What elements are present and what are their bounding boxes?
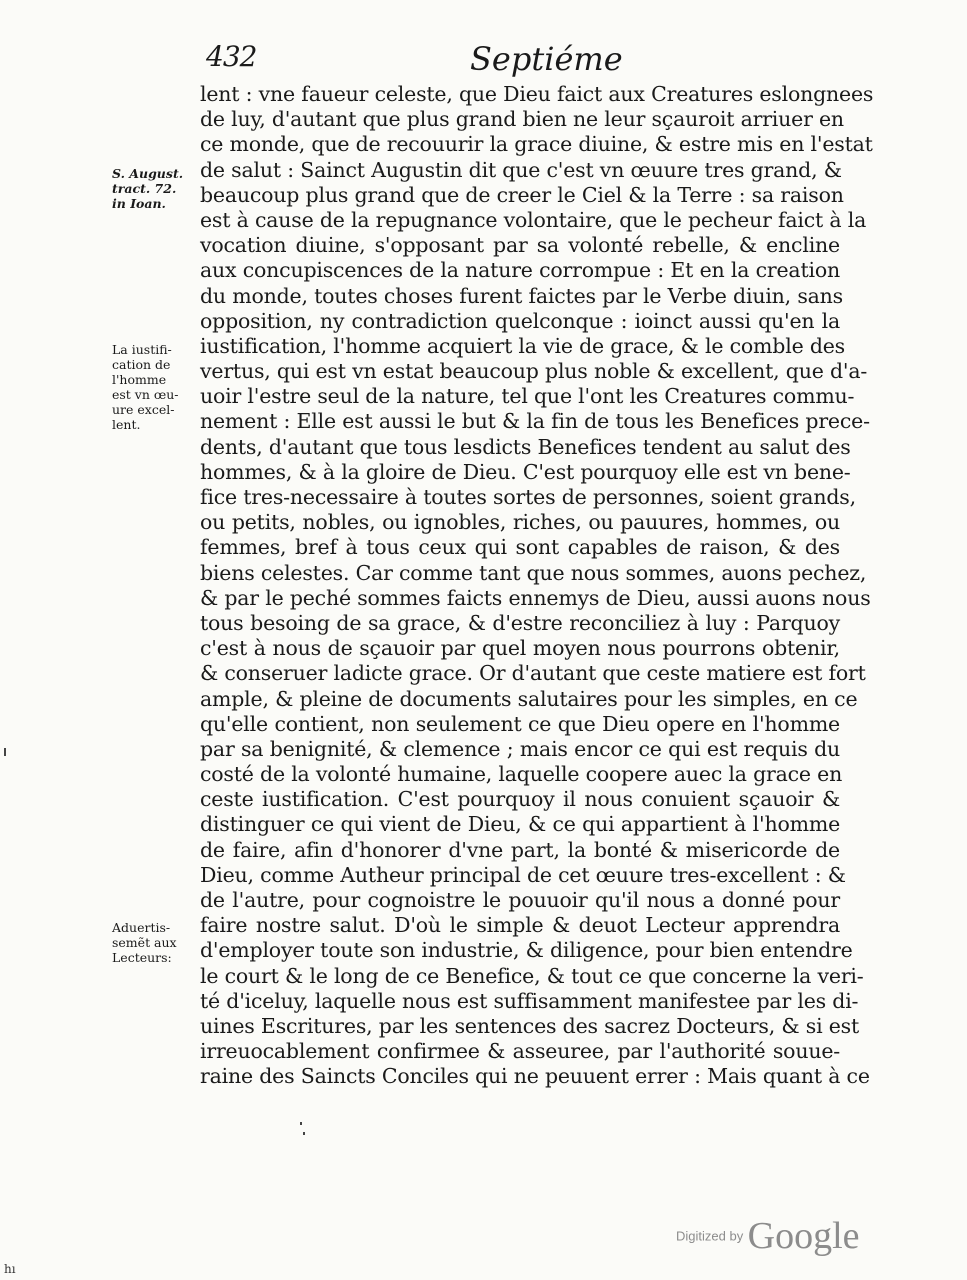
margin-ref-saint-augustine bbox=[112, 166, 202, 211]
margin-line: Lecteurs: bbox=[112, 950, 172, 965]
body-text bbox=[200, 82, 874, 1090]
body-line: & par le peché sommes faicts ennemys de Dieu, aussi auons nous bbox=[200, 585, 871, 610]
body-line: c'est à nous de sçauoir par quel moyen nous pourrons obtenir, bbox=[200, 636, 840, 661]
body-line: ce monde, que de recouurir la grace diuine, & estre mis en l'estat bbox=[200, 132, 873, 157]
body-line: costé de la volonté humaine, laquelle coopere auec la grace en bbox=[200, 762, 843, 787]
body-line: ample, & pleine de documents salutaires pour les simples, en ce bbox=[200, 686, 858, 711]
body-line: le court & le long de ce Benefice, & tout ce que concerne la veri- bbox=[200, 963, 864, 988]
margin-line: ure excel- bbox=[112, 402, 175, 417]
body-line: qu'elle contient, non seulement ce que Dieu opere en l'homme bbox=[200, 711, 840, 736]
corner-mark: hı bbox=[4, 1262, 16, 1276]
body-line: d'employer toute son industrie, & diligence, pour bien entendre bbox=[200, 938, 853, 963]
margin-line: l'homme bbox=[112, 372, 167, 387]
page-number: 432 bbox=[206, 40, 257, 73]
body-line: té d'iceluy, laquelle nous est suffisamment manifestee par les di- bbox=[200, 988, 859, 1013]
body-line: ou petits, nobles, ou ignobles, riches, ou pauures, hommes, ou bbox=[200, 510, 840, 535]
body-line: iustification, l'homme acquiert la vie de grace, & le comble des bbox=[200, 333, 846, 358]
body-line: fice tres-necessaire à toutes sortes de personnes, soient grands, bbox=[200, 485, 856, 509]
body-line: faire nostre salut. D'où le simple & deuot Lecteur apprendra bbox=[200, 913, 840, 938]
body-line: vocation diuine, s'opposant par sa volonté rebelle, & encline bbox=[200, 233, 840, 258]
body-line: vertus, qui est vn estat beaucoup plus noble & excellent, que d'a- bbox=[200, 359, 868, 384]
body-line: opposition, ny contradiction quelconque : ioinct aussi qu'en la bbox=[200, 308, 840, 333]
running-head: Septiéme bbox=[470, 40, 623, 78]
margin-line: semẽt aux bbox=[112, 935, 177, 950]
body-line: biens celestes. Car comme tant que nous sommes, auons pechez, bbox=[200, 560, 867, 585]
body-line: ceste iustification. C'est pourquoy il nous conuient sçauoir & bbox=[200, 787, 840, 812]
body-line: de luy, d'autant que plus grand bien ne leur sçauroit arriuer en bbox=[200, 107, 844, 132]
body-line: Dieu, comme Autheur principal de cet œuure tres-excellent : & bbox=[200, 862, 846, 887]
margin-line: est vn œu- bbox=[112, 387, 179, 402]
watermark-prefix: Digitized by bbox=[676, 1228, 744, 1244]
body-line: de salut : Sainct Augustin dit que c'est vn œuure tres grand, & bbox=[200, 157, 842, 182]
margin-line: cation de bbox=[112, 357, 171, 372]
body-line: uines Escritures, par les sentences des sacrez Docteurs, & si est bbox=[200, 1013, 860, 1038]
margin-line: S. August. bbox=[112, 166, 184, 181]
body-line: hommes, & à la gloire de Dieu. C'est pourquoy elle est vn bene- bbox=[200, 459, 851, 484]
body-line: uoir l'estre seul de la nature, tel que l'ont les Creatures commu- bbox=[200, 384, 855, 409]
margin-line: lent. bbox=[112, 417, 141, 432]
margin-line: tract. 72. bbox=[112, 181, 177, 196]
watermark-brand: Google bbox=[747, 1215, 860, 1257]
body-line: & conseruer ladicte grace. Or d'autant que ceste matiere est fort bbox=[200, 661, 866, 686]
margin-note-justification bbox=[112, 342, 202, 432]
scan-speck bbox=[300, 1122, 302, 1125]
body-line: distinguer ce qui vient de Dieu, & ce qui appartient à l'homme bbox=[200, 812, 840, 837]
margin-line: in Ioan. bbox=[112, 196, 166, 211]
digitized-watermark bbox=[676, 1214, 860, 1258]
body-line: est à cause de la repugnance volontaire, que le pecheur faict à la bbox=[200, 207, 867, 232]
body-line: nement : Elle est aussi le but & la fin de tous les Benefices prece- bbox=[200, 409, 870, 434]
body-line: tous besoing de sa grace, & d'estre reconciliez à luy : Parquoy bbox=[200, 610, 840, 635]
margin-note-advice bbox=[112, 920, 202, 965]
body-line: par sa benignité, & clemence ; mais encor ce qui est requis du bbox=[200, 736, 840, 761]
margin-line: Aduertis- bbox=[112, 920, 171, 935]
body-line: raine des Saincts Conciles qui ne peuuent errer : Mais quant à ce bbox=[200, 1064, 870, 1089]
body-line: femmes, bref à tous ceux qui sont capables de raison, & des bbox=[200, 535, 840, 560]
scan-speck bbox=[303, 1132, 305, 1135]
body-line: irreuocablement confirmee & asseuree, par l'authorité souue- bbox=[200, 1039, 840, 1064]
body-line: de faire, afin d'honorer d'vne part, la bonté & misericorde de bbox=[200, 837, 840, 862]
body-line: de l'autre, pour cognoistre le pouuoir qu'il nous a donné pour bbox=[200, 888, 840, 912]
body-line: dents, d'autant que tous lesdicts Benefices tendent au salut des bbox=[200, 434, 851, 459]
scan-speck bbox=[4, 748, 6, 756]
body-line: lent : vne faueur celeste, que Dieu faict aux Creatures eslongnees bbox=[200, 82, 874, 106]
margin-line: La iustifi- bbox=[112, 342, 172, 357]
body-line: du monde, toutes choses furent faictes par le Verbe diuin, sans bbox=[200, 283, 843, 308]
body-line: aux concupiscences de la nature corrompue : Et en la creation bbox=[200, 258, 840, 283]
body-line: beaucoup plus grand que de creer le Ciel & la Terre : sa raison bbox=[200, 182, 844, 207]
